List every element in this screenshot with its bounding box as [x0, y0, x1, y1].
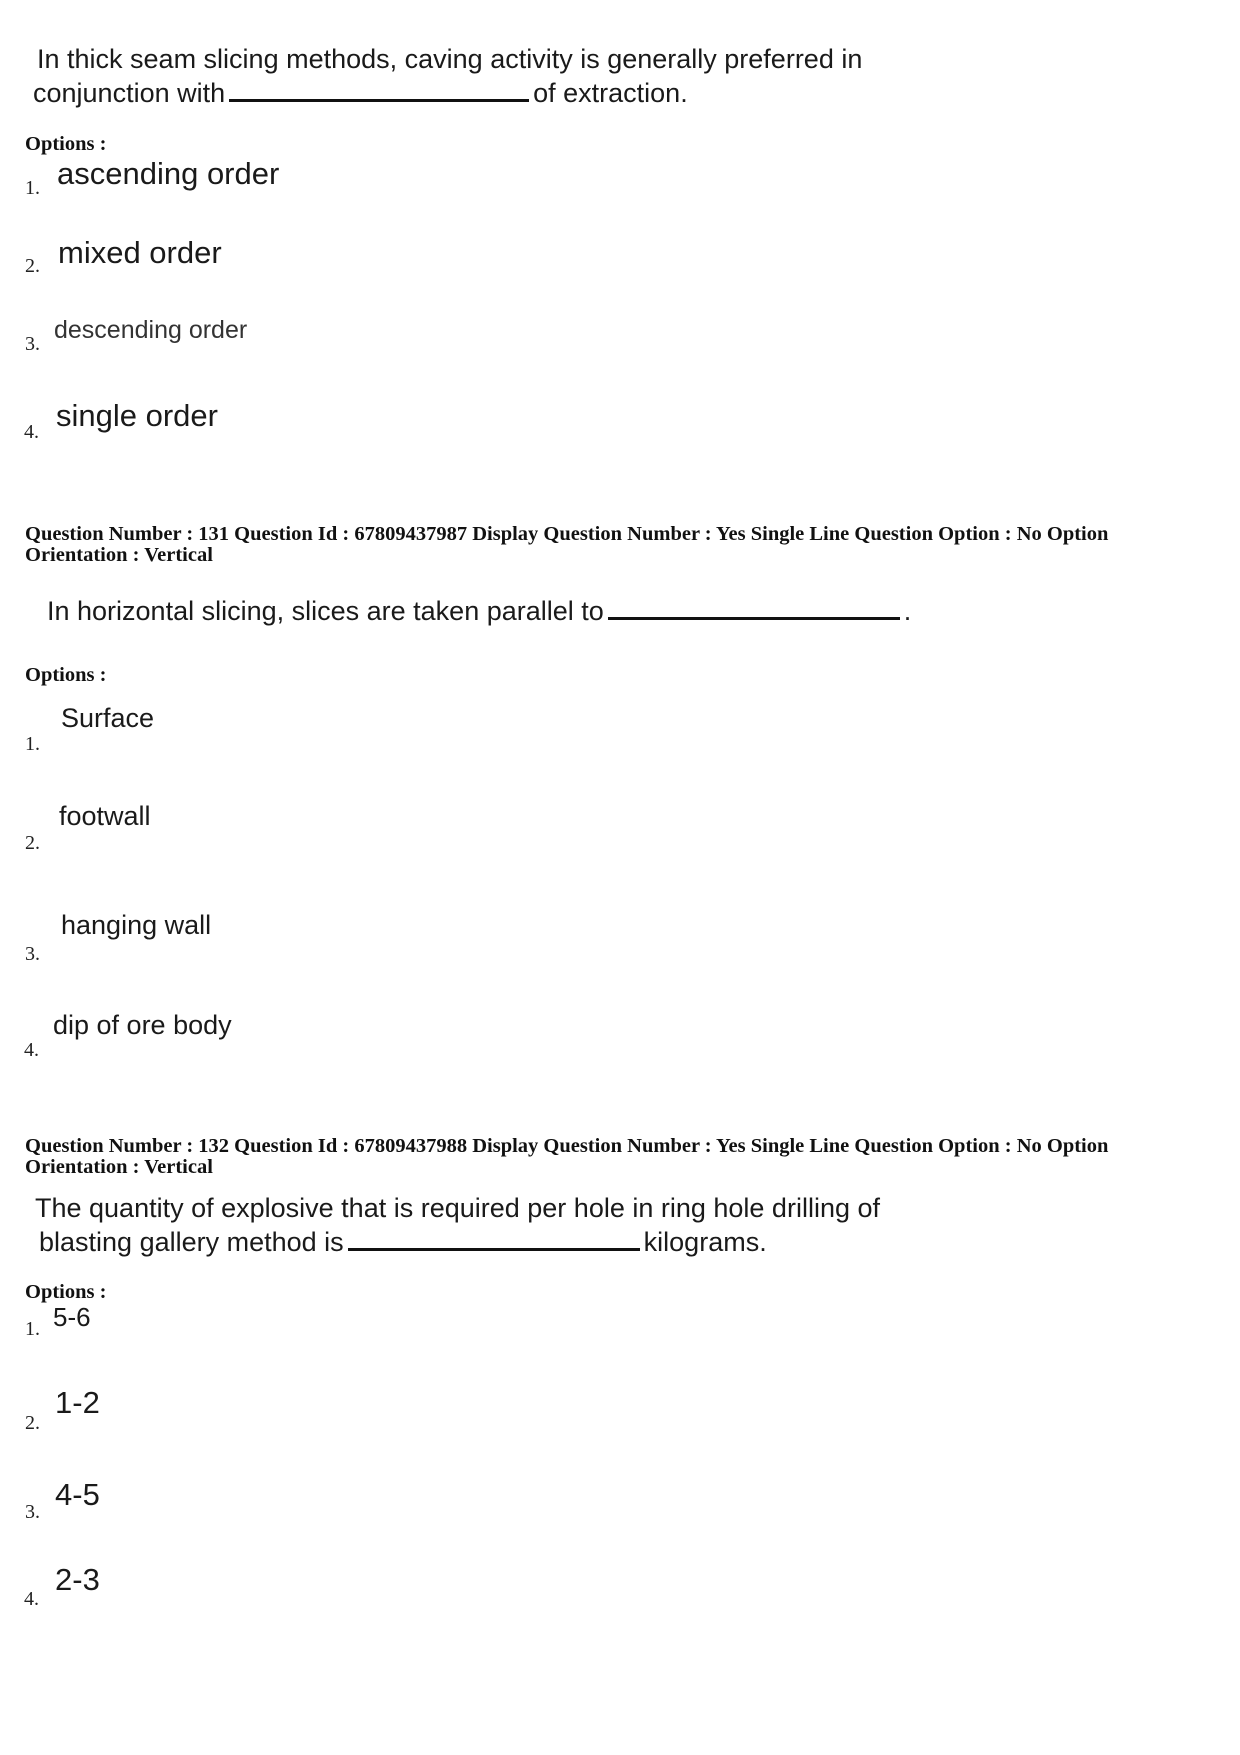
q130-stem-tail: of extraction.	[533, 78, 688, 108]
option-text: 1-2	[55, 1385, 100, 1420]
option-number: 1.	[25, 1318, 40, 1340]
q132-stem-line2	[39, 1227, 767, 1258]
question-meta: Question Number : 131 Question Id : 67809437987 Display Question Number : Yes Single Line Question Option : No Option Orientation : Vertical	[25, 523, 1109, 566]
option-text: ascending order	[57, 156, 280, 191]
answer-blank	[608, 617, 900, 620]
option-number: 4.	[24, 421, 39, 443]
q130-stem-line2	[33, 78, 688, 109]
option-text: Surface	[61, 703, 155, 733]
option-number: 3.	[25, 333, 40, 355]
option-number: 4.	[24, 1588, 39, 1610]
option-text: 5-6	[53, 1302, 91, 1332]
option-number: 3.	[25, 1501, 40, 1523]
option-text: 4-5	[55, 1477, 100, 1512]
option-number: 2.	[25, 832, 40, 854]
q130-stem-text: conjunction with	[33, 78, 226, 108]
options-label: Options :	[25, 664, 107, 686]
q132-stem-text: blasting gallery method is	[39, 1227, 344, 1257]
q131-stem-tail: .	[903, 596, 912, 626]
option-text: single order	[56, 398, 218, 433]
q131-stem	[47, 596, 911, 627]
option-text: 2-3	[55, 1562, 100, 1597]
option-number: 2.	[25, 255, 40, 277]
option-number: 4.	[24, 1039, 39, 1061]
option-text: footwall	[59, 801, 151, 831]
option-number: 1.	[25, 177, 40, 199]
option-text: mixed order	[58, 235, 222, 270]
option-number: 3.	[25, 943, 40, 965]
option-number: 2.	[25, 1412, 40, 1434]
q132-stem-line1: The quantity of explosive that is required per hole in ring hole drilling of	[35, 1193, 880, 1223]
options-label: Options :	[25, 1281, 107, 1303]
answer-blank	[348, 1248, 640, 1251]
answer-blank	[229, 99, 529, 102]
q132-stem-tail: kilograms.	[643, 1227, 767, 1257]
options-label: Options :	[25, 133, 107, 155]
option-text: hanging wall	[61, 910, 212, 940]
q131-stem-text: In horizontal slicing, slices are taken parallel to	[47, 596, 604, 626]
option-number: 1.	[25, 733, 40, 755]
question-meta: Question Number : 132 Question Id : 67809437988 Display Question Number : Yes Single Line Question Option : No Option Orientation : Vertical	[25, 1135, 1109, 1178]
q130-stem-line1: In thick seam slicing methods, caving activity is generally preferred in	[37, 44, 863, 74]
option-text: descending order	[54, 316, 248, 344]
option-text: dip of ore body	[53, 1010, 232, 1040]
